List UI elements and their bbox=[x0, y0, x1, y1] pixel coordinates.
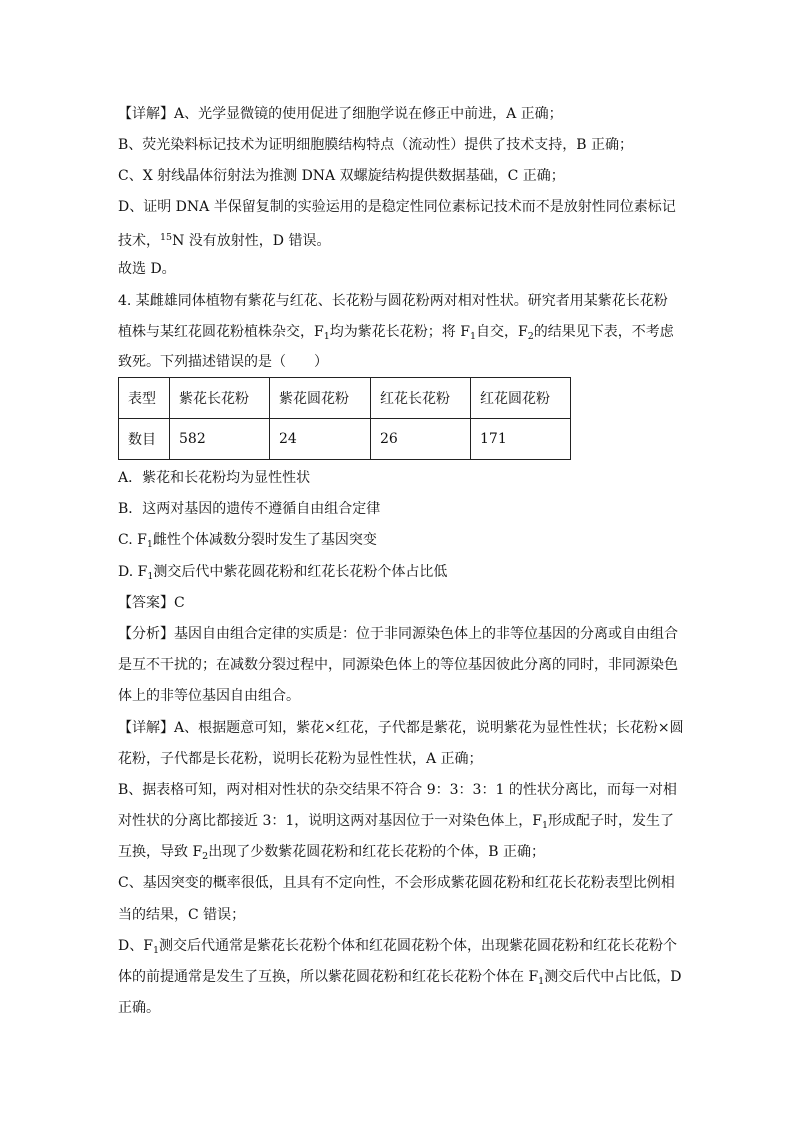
text-run: 互换，导致 F bbox=[118, 844, 203, 860]
explanation-prev-line-1: 【详解】A、光学显微镜的使用促进了细胞学说在修正中前进，A 正确； bbox=[118, 106, 563, 122]
text-run: 自交，F bbox=[475, 324, 528, 340]
table-header-cell: 紫花长花粉 bbox=[170, 378, 270, 419]
text-run: D、F bbox=[118, 938, 153, 954]
text-run: 均为紫花长花粉；将 F bbox=[329, 324, 470, 340]
explanation-line-2: 花粉，子代都是长花粉，说明长花粉为显性性状，A 正确； bbox=[118, 751, 483, 767]
question-line-1: 4. 某雌雄同体植物有紫花与红花、长花粉与圆花粉两对相对性状。研究者用某紫花长花粉 bbox=[118, 293, 668, 309]
subscript: 2 bbox=[527, 331, 534, 342]
explanation-prev-line-4: D、证明 DNA 半保留复制的实验运用的是稳定性同位素标记技术而不是放射性同位素标记 bbox=[118, 199, 676, 215]
explanation-prev-line-2: B、荧光染料标记技术为证明细胞膜结构特点（流动性）提供了技术支持，B 正确； bbox=[118, 137, 634, 153]
analysis-line-2: 是互不干扰的；在减数分裂过程中，同源染色体上的等位基因彼此分离的同时，非同源染色 bbox=[118, 657, 678, 673]
table-cell: 26 bbox=[371, 419, 471, 460]
text-run: 形成配子时，发生了 bbox=[548, 813, 675, 829]
subscript: 1 bbox=[152, 945, 159, 956]
explanation-prev-line-6: 故选 D。 bbox=[118, 261, 176, 277]
table-header-cell: 紫花圆花粉 bbox=[270, 378, 371, 419]
explanation-prev-line-3: C、X 射线晶体衍射法为推测 DNA 双螺旋结构提供数据基础，C 正确； bbox=[118, 168, 565, 184]
text-run: 测交后代通常是紫花长花粉个体和红花圆花粉个体，出现紫花圆花粉和红花长花粉个 bbox=[159, 938, 677, 954]
text-run: 植株与某红花圆花粉植株杂交，F bbox=[118, 324, 324, 340]
text-run: C. F bbox=[118, 532, 147, 548]
table-header-cell: 表型 bbox=[119, 378, 170, 419]
answer-line: 【答案】C bbox=[118, 595, 185, 611]
table-cell: 582 bbox=[170, 419, 270, 460]
table-cell: 24 bbox=[270, 419, 371, 460]
explanation-prev-line-5 bbox=[118, 228, 678, 251]
subscript: 1 bbox=[146, 539, 153, 550]
explanation-line-10: 正确。 bbox=[118, 1000, 160, 1016]
question-line-2 bbox=[118, 322, 678, 347]
text-run: 雌性个体减数分裂时发生了基因突变 bbox=[152, 532, 377, 548]
table-row bbox=[119, 419, 571, 460]
text-run: 测交后代中占比低，D bbox=[544, 969, 682, 985]
explanation-line-9 bbox=[118, 967, 682, 992]
text-run: 测交后代中紫花圆花粉和红花长花粉个体占比低 bbox=[153, 564, 448, 580]
subscript: 1 bbox=[323, 331, 330, 342]
isotope-superscript: 15 bbox=[160, 232, 173, 243]
text-run: 的结果见下表，不考虑 bbox=[533, 324, 674, 340]
explanation-line-5 bbox=[118, 842, 678, 867]
analysis-line-1: 【分析】基因自由组合定律的实质是：位于非同源染色体上的非等位基因的分离或自由组合 bbox=[118, 626, 678, 642]
subscript: 2 bbox=[202, 851, 209, 862]
subscript: 1 bbox=[469, 331, 476, 342]
option-a: A．紫花和长花粉均为显性性状 bbox=[118, 470, 311, 486]
subscript: 1 bbox=[541, 820, 549, 831]
explanation-line-8 bbox=[118, 936, 678, 961]
explanation-line-6: C、基因突变的概率很低，且具有不定向性，不会形成紫花圆花粉和红花长花粉表型比例相 bbox=[118, 875, 675, 891]
option-c bbox=[118, 530, 678, 555]
explanation-line-1: 【详解】A、根据题意可知，紫花×红花，子代都是紫花，说明紫花为显性性状；长花粉×圆 bbox=[118, 720, 684, 736]
table-header-cell: 红花长花粉 bbox=[371, 378, 471, 419]
phenotype-table bbox=[118, 377, 571, 460]
explanation-line-3: B、据表格可知，两对相对性状的杂交结果不符合 9：3：3：1 的性状分离比，而每一对相 bbox=[118, 782, 677, 798]
subscript: 1 bbox=[147, 571, 154, 582]
table-header-row bbox=[119, 378, 571, 419]
text-run: N 没有放射性，D 错误。 bbox=[172, 233, 331, 249]
text-run: 技术， bbox=[118, 233, 160, 249]
option-d bbox=[118, 562, 678, 587]
subscript: 1 bbox=[538, 976, 545, 987]
table-cell: 171 bbox=[471, 419, 571, 460]
table-cell: 数目 bbox=[119, 419, 170, 460]
option-b: B．这两对基因的遗传不遵循自由组合定律 bbox=[118, 501, 381, 517]
analysis-line-3: 体上的非等位基因自由组合。 bbox=[118, 688, 300, 704]
explanation-line-7: 当的结果，C 错误； bbox=[118, 907, 246, 923]
text-run: D. F bbox=[118, 564, 148, 580]
text-run: 对性状的分离比都接近 3：1，说明这两对基因位于一对染色体上，F bbox=[118, 813, 542, 829]
table-header-cell: 红花圆花粉 bbox=[471, 378, 571, 419]
explanation-line-4 bbox=[118, 811, 678, 836]
question-line-3: 致死。下列描述错误的是（ ） bbox=[118, 354, 328, 370]
text-run: 体的前提通常是发生了互换，所以紫花圆花粉和红花长花粉个体在 F bbox=[118, 969, 539, 985]
text-run: 出现了少数紫花圆花粉和红花长花粉的个体，B 正确； bbox=[208, 844, 545, 860]
